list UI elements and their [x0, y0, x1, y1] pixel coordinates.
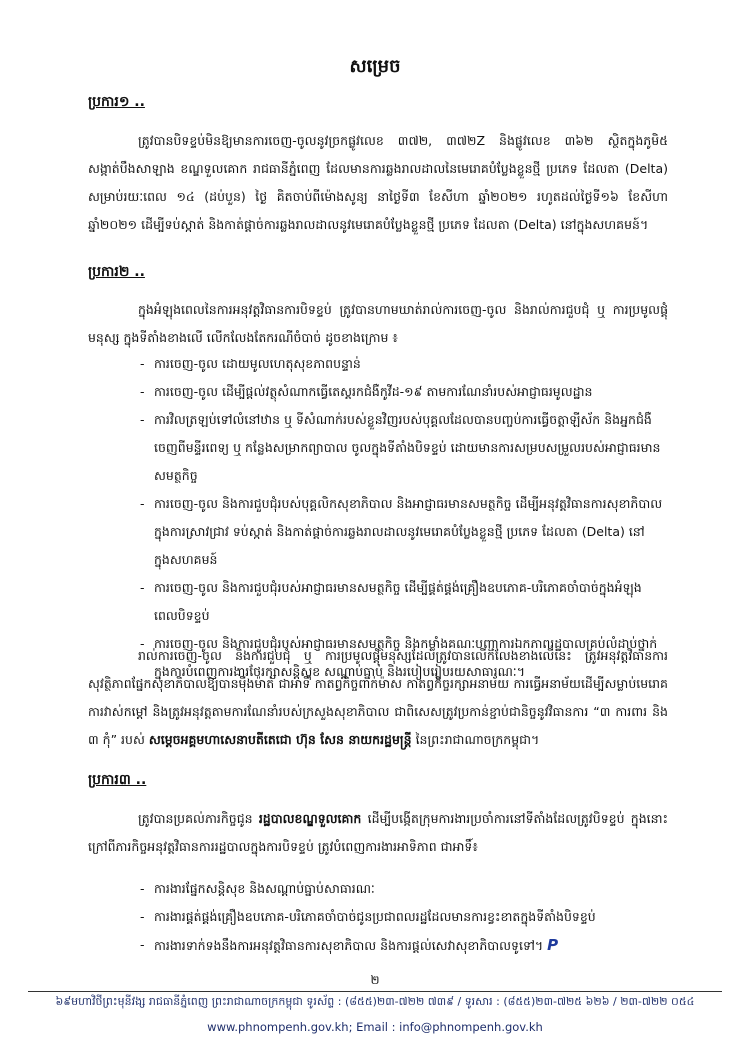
district-administration-name: រដ្ឋបាលខណ្ឌទួលគោក — [258, 811, 362, 826]
list-item: - ការងារផ្គត់ផ្គង់គ្រឿងឧបភោគ-បរិភោគចាំបាច់ជូនប្រជាពលរដ្ឋដែលមានការខ្វះខាតក្នុងទីតាំងបិទខ្ទប់ — [140, 903, 668, 931]
list-item: - ការចេញ-ចូល ដើម្បីផ្តល់វត្ថុសំណាកធ្វើតេស្តរកជំងឺកូវីដ-១៩ តាមការណែនាំរបស់អាជ្ញាធរមូលដ្ឋាន — [140, 378, 668, 406]
prime-minister-name: សម្តេចអគ្គមហាសេនាបតីតេជោ ហ៊ុន សែន នាយករដ្ឋមន្ត្រី — [148, 732, 412, 747]
page-heading: សម្រេច — [349, 56, 401, 77]
article-1-paragraph: ត្រូវបានបិទខ្ទប់មិនឱ្យមានការចេញ-ចូលនូវច្រកផ្លូវលេខ ៣៧២, ៣៧២Z និងផ្លូវលេខ ៣៦២ ស្ថិតក្នុងភូមិ៥ សង្កាត់បឹងសាឡាង ខណ្ឌទួលគោក រាជធានីភ្នំពេញ ដែលមានការឆ្លងរាលដាលនៃមេរោគបំប្លែងខ្លួនថ្មី ប្រភេទ ដែលតា (Delta) សម្រាប់រយៈពេល ១៤ (ដប់បួន) ថ្ងៃ គិតចាប់ពីម៉ោងសូន្យ នាថ្ងៃទី៣ ខែសីហា ឆ្នាំ២០២១ រហូតដល់ថ្ងៃទី១៦ ខែសីហា ឆ្នាំ២០២១ ដើម្បីទប់ស្កាត់ និងកាត់ផ្តាច់ការឆ្លងរាលដាលនូវមេរោគបំប្លែងខ្លួនថ្មី ប្រភេទ ដែលតា (Delta) នៅក្នុងសហគមន៍។ — [88, 133, 668, 232]
article-3-intro-start: ត្រូវបានប្រគល់ភារកិច្ចជូន — [138, 811, 259, 826]
article-2-label: ប្រការ២ .. — [88, 264, 145, 280]
list-item: - ការងារផ្នែកសន្តិសុខ និងសណ្តាប់ធ្នាប់សាធារណៈ — [140, 875, 668, 903]
page-number: ២ — [370, 973, 380, 987]
article-3-intro — [88, 805, 668, 861]
footer-web-contact: www.phnompenh.gov.kh; Email : info@phnompenh.gov.kh — [207, 1020, 543, 1034]
list-item: - ការចេញ-ចូល និងការជួបជុំរបស់អាជ្ញាធរមានសមត្ថកិច្ច និងកម្លាំងគណៈបញ្ជាការឯកភាពរដ្ឋបាលគ្រប់លំដាប់ថ្នាក់ ក្នុងការបំពេញការងារថែរក្សាសន្តិសុខ សណ្តាប់ធ្នាប់ និងរបៀបរៀបរយសាធារណៈ។ — [140, 630, 668, 686]
footer-divider — [28, 991, 722, 992]
article-3-intro-end: ដើម្បីបង្កើតក្រុមការងារប្រចាំការនៅទីតាំងដែលត្រូវបិទខ្ទប់ ក្នុងនោះ ក្រៅពីភារកិច្ចអនុវត្តវិធានការរដ្ឋបាលក្នុងការបិទខ្ទប់ ត្រូវបំពេញការងារអាទិភាព ជាអាទិ៍៖ — [88, 811, 668, 854]
list-item: - ការចេញ-ចូល និងការជួបជុំរបស់បុគ្គលិកសុខាភិបាល និងអាជ្ញាធរមានសមត្ថកិច្ច ដើម្បីអនុវត្តវិធានការសុខាភិបាល ក្នុងការស្រាវជ្រាវ ទប់ស្កាត់ និងកាត់ផ្តាច់ការឆ្លងរាលដាលនូវមេរោគបំប្លែងខ្លួនថ្មី ប្រភេទ ដែលតា (Delta) នៅក្នុងសហគមន៍ — [140, 490, 668, 574]
safety-text: រាល់ការចេញ-ចូល និងការជួបជុំ ឬ ការប្រមូលផ្តុំមនុស្សដែលត្រូវបានលើកលែងខាងលើនេះ ត្រូវអនុវត្តវិធានការសុវត្ថិភាពផ្នែកសុខាភិបាលឱ្យបានម៉ឺងម៉ាត់ ជាអាទិ៍ កាតព្វកិច្ចពាក់ម៉ាស កាតព្វកិច្ចរក្សាអនាម័យ ការធ្វើអនាម័យដើម្បីសម្លាប់មេរោគ ការវាស់កម្តៅ និងត្រូវអនុវត្តតាមការណែនាំរបស់ក្រសួងសុខាភិបាល ជាពិសេសត្រូវប្រកាន់ខ្ជាប់ជានិច្ចនូវវិធានការ “៣ ការពារ និង ៣ កុំ” របស់ — [88, 648, 668, 747]
article-3-tasks-list — [140, 875, 668, 960]
list-item: - ការចេញ-ចូល និងការជួបជុំរបស់អាជ្ញាធរមានសមត្ថកិច្ច ដើម្បីផ្គត់ផ្គង់គ្រឿងឧបភោគ-បរិភោគចាំបាច់ក្នុងអំឡុងពេលបិទខ្ទប់ — [140, 574, 668, 630]
list-item: - ការវិលត្រឡប់ទៅលំនៅឋាន ឬ ទីសំណាក់របស់ខ្លួនវិញរបស់បុគ្គលដែលបានបញ្ចប់ការធ្វើចត្តាឡីស័ក និងអ្នកជំងឺចេញពីមន្ទីរពេទ្យ ឬ កន្លែងសម្រាកព្យាបាល ចូលក្នុងទីតាំងបិទខ្ទប់ ដោយមានការសម្របសម្រួលរបស់អាជ្ញាធរមានសមត្ថកិច្ច — [140, 406, 668, 490]
article-2-exceptions-list — [140, 350, 668, 686]
list-item — [140, 931, 668, 960]
list-item: - ការចេញ-ចូល ដោយមូលហេតុសុខភាពបន្ទាន់ — [140, 350, 668, 378]
handwritten-initials: P — [547, 936, 559, 954]
footer-address: ៦៩មហាវិថីព្រះមុនីវង្ស រាជធានីភ្នំពេញ ព្រះរាជាណាចក្រកម្ពុជា ទូរស័ព្ទ : (៨៥៥)២៣-៧២២ ៧៣៩ / ទូរសារ : (៨៥៥)២៣-៧២៥ ៦២៦ / ២៣-៧២២ ០៥៤ — [55, 995, 695, 1008]
article-1-label: ប្រការ១ .. — [88, 94, 145, 110]
article-2-safety-paragraph — [88, 642, 668, 754]
article-2-intro: ក្នុងអំឡុងពេលនៃការអនុវត្តវិធានការបិទខ្ទប់ ត្រូវបានហាមឃាត់រាល់ការចេញ-ចូល និងរាល់ការជួបជុំ ឬ ការប្រមូលផ្តុំមនុស្ស ក្នុងទីតាំងខាងលើ លើកលែងតែករណីចំបាច់ ដូចខាងក្រោម ៖ — [88, 302, 668, 345]
article-3-label: ប្រការ៣ .. — [88, 772, 147, 788]
list-item-text: ការងារទាក់ទងនឹងការអនុវត្តវិធានការសុខាភិបាល និងការផ្តល់សេវាសុខាភិបាលទូទៅ។ — [154, 938, 544, 953]
safety-text-tail: នៃព្រះរាជាណាចក្រកម្ពុជា។ — [411, 732, 540, 747]
